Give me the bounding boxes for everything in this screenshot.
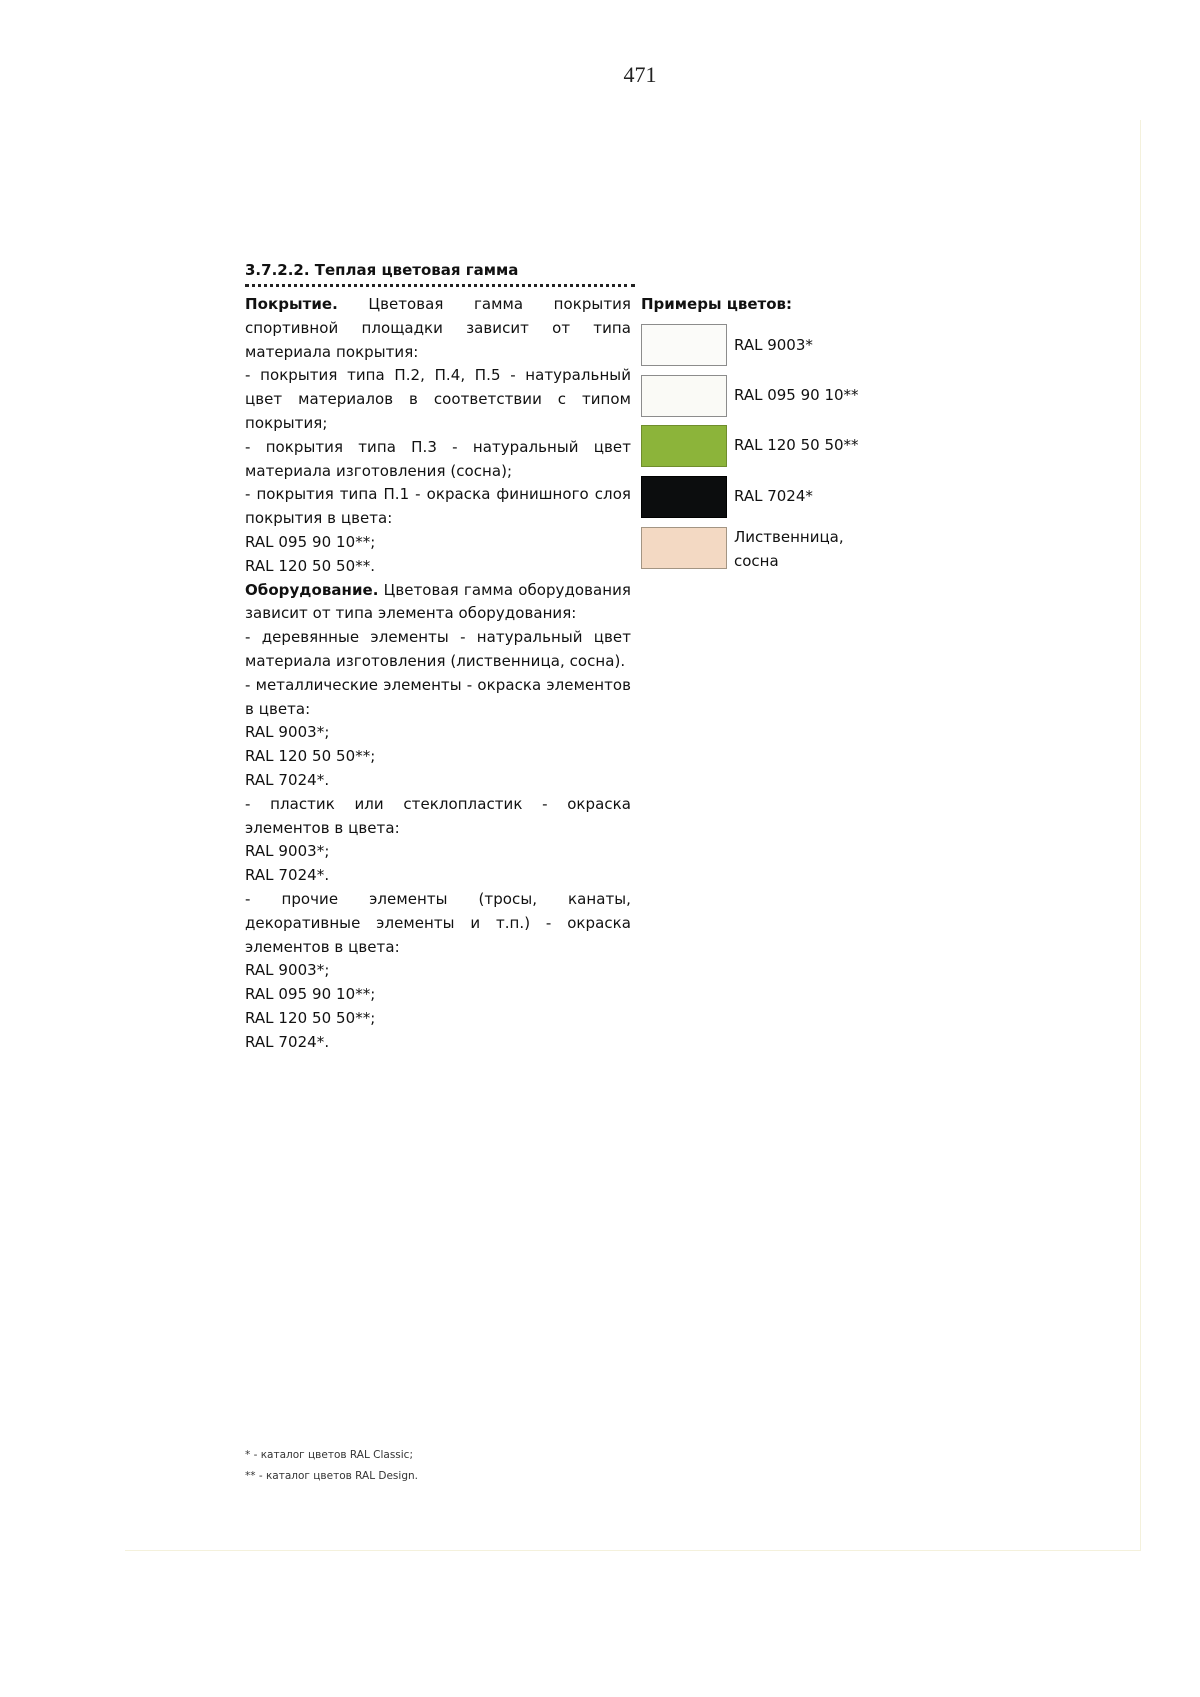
coverage-title: Покрытие. (245, 295, 338, 313)
swatch-label: RAL 120 50 50** (734, 436, 859, 454)
footnotes (245, 1445, 418, 1487)
coverage-intro: Цветовая гамма покрытия спортивной площадки зависит от типа материала покрытия: (245, 295, 631, 361)
section-title: 3.7.2.2. Теплая цветовая гамма (245, 261, 635, 287)
equipment-intro: Цветовая гамма оборудования зависит от типа элемента оборудования: (245, 580, 631, 623)
equipment-item: - металлические элементы - окраска элементов в цвета: (245, 675, 631, 718)
color-swatch-ral-9003 (641, 324, 727, 366)
equipment-item: RAL 120 50 50**; (245, 1008, 376, 1027)
color-swatch-ral-095-90-10 (641, 375, 727, 417)
coverage-item: - покрытия типа П.3 - натуральный цвет материала изготовления (сосна); (245, 437, 631, 480)
equipment-item: RAL 120 50 50**; (245, 747, 376, 766)
page-number: 471 (623, 62, 657, 87)
footnote: ** - каталог цветов RAL Design. (245, 1470, 418, 1482)
coverage-item: RAL 120 50 50**. (245, 556, 376, 575)
swatch-label: Лиственница, сосна (734, 528, 844, 570)
equipment-item: RAL 9003*; (245, 961, 330, 980)
coverage-item: RAL 095 90 10**; (245, 532, 376, 551)
equipment-item: RAL 9003*; (245, 723, 330, 742)
coverage-item: - покрытия типа П.1 - окраска финишного слоя покрытия в цвета: (245, 485, 631, 528)
equipment-item: - пластик или стеклопластик - окраска элементов в цвета: (245, 794, 631, 837)
examples-title: Примеры цветов: (641, 295, 793, 313)
equipment-paragraph (245, 579, 631, 627)
equipment-title: Оборудование. (245, 580, 379, 599)
text-column (245, 293, 631, 1055)
equipment-item: RAL 095 90 10**; (245, 985, 376, 1004)
footnote: * - каталог цветов RAL Classic; (245, 1449, 413, 1461)
equipment-item: RAL 9003*; (245, 842, 330, 861)
coverage-item: - покрытия типа П.2, П.4, П.5 - натуральный цвет материалов в соответствии с типом покрытия; (245, 366, 631, 432)
swatch-label: RAL 095 90 10** (734, 386, 859, 404)
equipment-item: RAL 7024*. (245, 1032, 330, 1051)
color-swatch-ral-120-50-50 (641, 425, 727, 467)
page-frame-right (1140, 120, 1141, 1550)
equipment-item: RAL 7024*. (245, 866, 330, 885)
swatch-label: RAL 7024* (734, 487, 813, 505)
swatch-label: RAL 9003* (734, 336, 813, 354)
equipment-item: - прочие элементы (тросы, канаты, декоративные элементы и т.п.) - окраска элементов в цвета: (245, 889, 631, 956)
color-swatch-ral-7024 (641, 476, 727, 518)
page-frame-bottom (125, 1550, 1141, 1551)
color-swatch-larch-pine (641, 527, 727, 569)
equipment-item: RAL 7024*. (245, 770, 330, 789)
equipment-item: - деревянные элементы - натуральный цвет материала изготовления (лиственница, сосна). (245, 628, 631, 670)
coverage-paragraph (245, 293, 631, 364)
